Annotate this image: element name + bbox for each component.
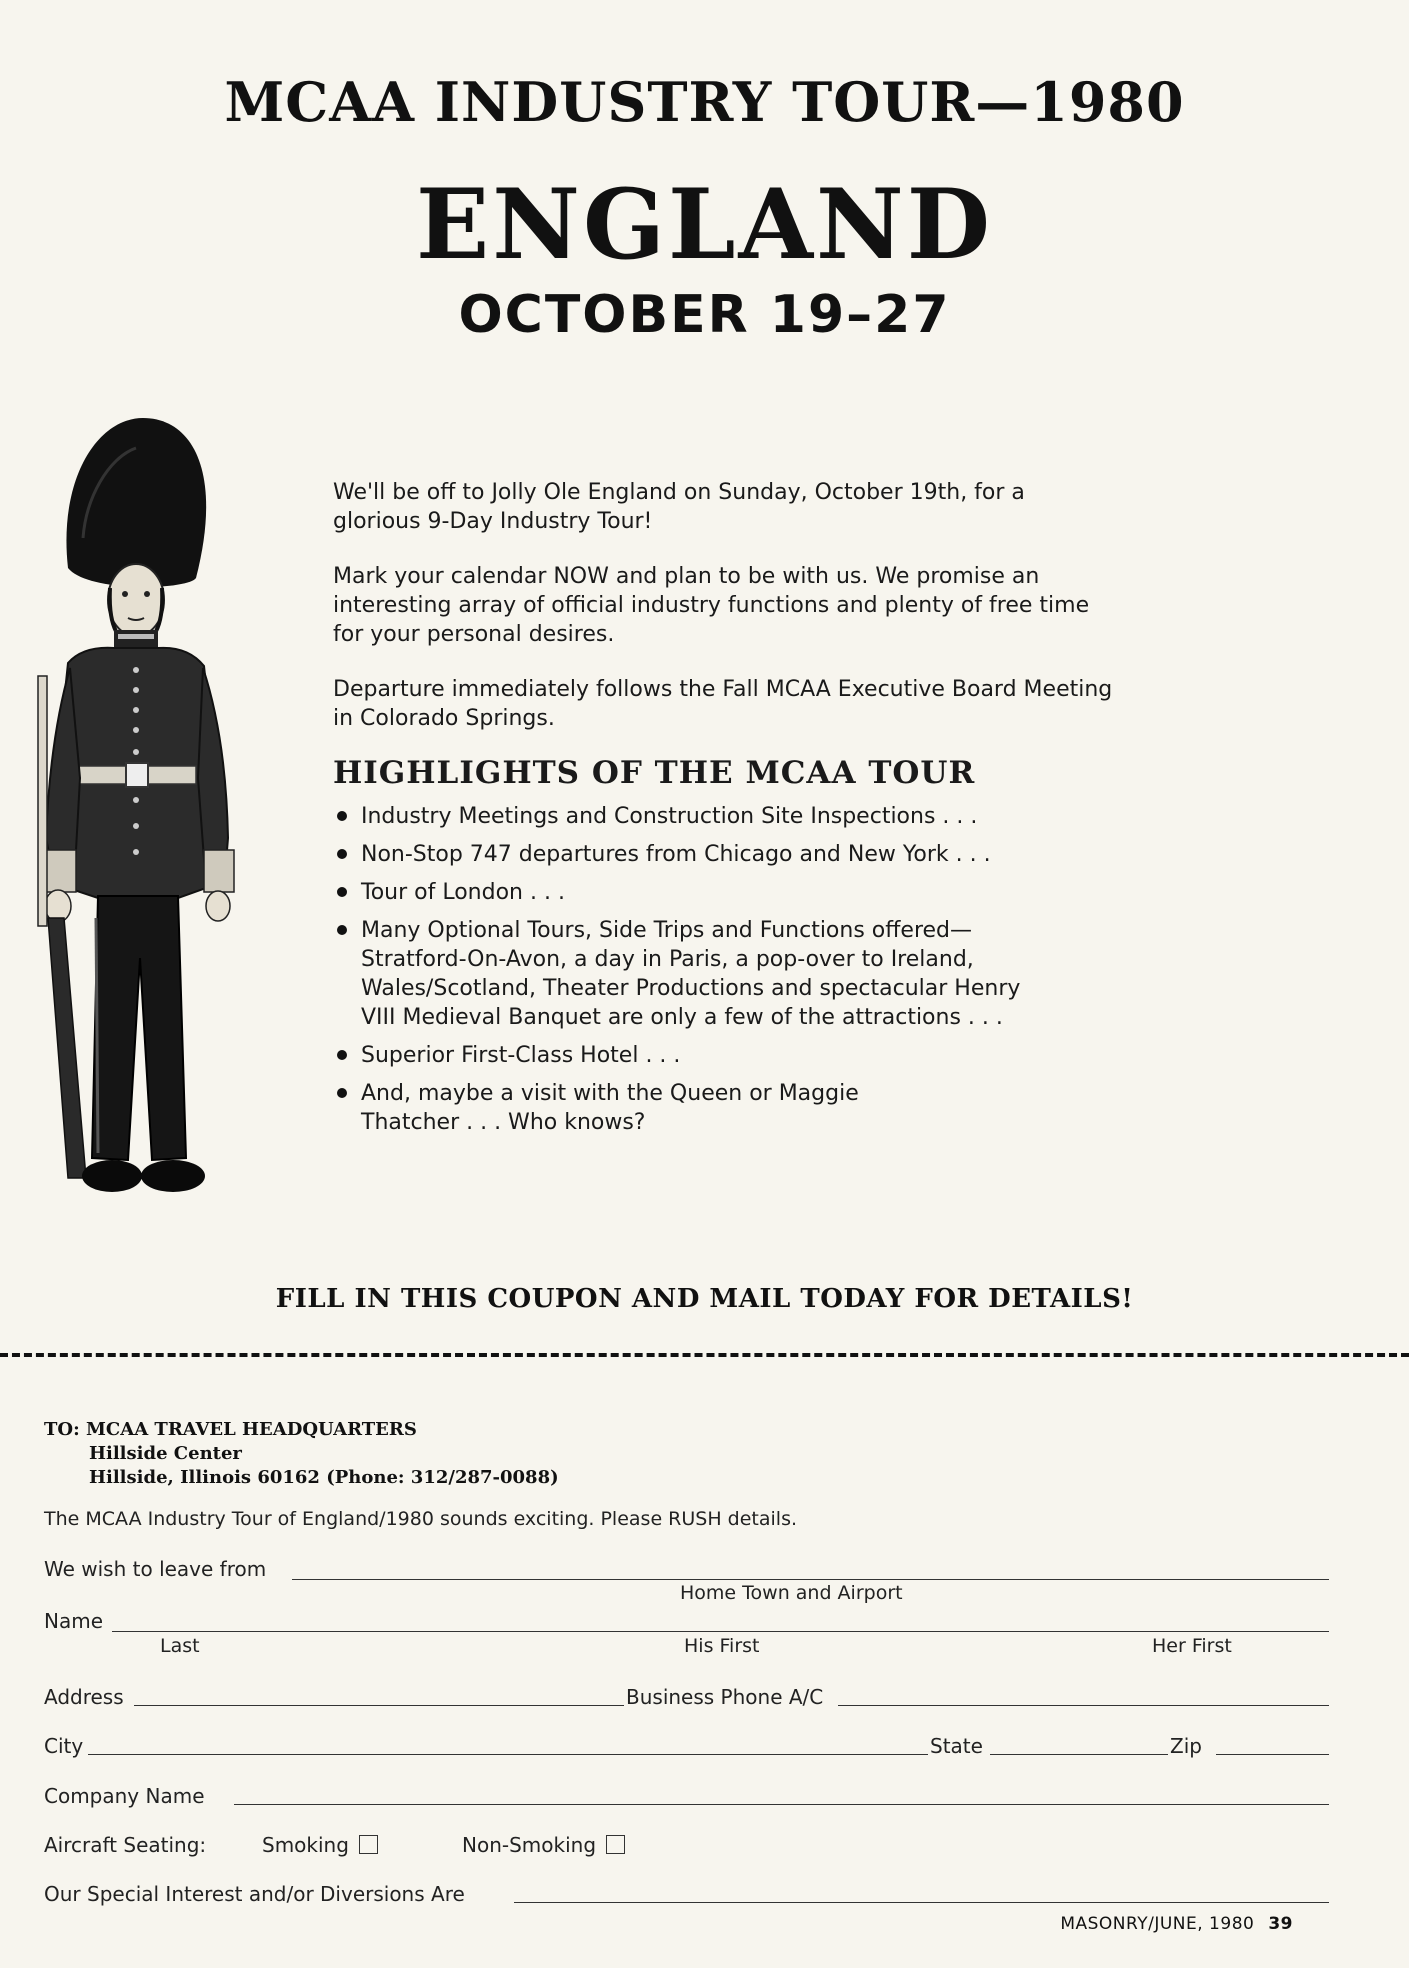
- leave-from-caption: Home Town and Airport: [680, 1582, 903, 1604]
- leave-from-label: We wish to leave from: [44, 1557, 267, 1581]
- company-name-label: Company Name: [44, 1784, 205, 1808]
- coupon-intro: The MCAA Industry Tour of England/1980 sounds exciting. Please RUSH details.: [44, 1508, 798, 1530]
- highlight-item: And, maybe a visit with the Queen or Maggie Thatcher . . . Who knows?: [333, 1079, 1118, 1137]
- state-label: State: [930, 1734, 983, 1758]
- highlight-item: Many Optional Tours, Side Trips and Functions offered— Stratford-On-Avon, a day in Paris, a pop-over to Ireland, Wales/Scotland, Theater Productions and spectacular Henry VIII Medieval Banquet are only a few of the attractions . . .: [333, 916, 1118, 1032]
- bullet-icon: [337, 849, 347, 859]
- page-footer: [1060, 1914, 1293, 1934]
- zip-field[interactable]: [1216, 1754, 1329, 1755]
- name-caption-his-first: His First: [684, 1635, 760, 1657]
- destination-title: ENGLAND: [416, 168, 993, 281]
- tour-dates: OCTOBER 19–27: [458, 285, 951, 345]
- coupon-address-block: [44, 1418, 559, 1490]
- highlight-item: Non-Stop 747 departures from Chicago and New York . . .: [333, 840, 1118, 869]
- bullet-icon: [337, 1088, 347, 1098]
- special-interest-field[interactable]: [514, 1902, 1329, 1903]
- leave-from-field[interactable]: [292, 1579, 1329, 1580]
- coupon-address-line: Hillside Center: [89, 1443, 242, 1464]
- bullet-icon: [337, 811, 347, 821]
- smoking-checkbox[interactable]: [359, 1835, 378, 1854]
- special-interest-label: Our Special Interest and/or Diversions Are: [44, 1882, 465, 1906]
- tour-supertitle: MCAA INDUSTRY TOUR—1980: [224, 70, 1185, 134]
- page-number: 39: [1268, 1914, 1293, 1934]
- zip-label: Zip: [1170, 1734, 1202, 1758]
- coupon-address-line: Hillside, Illinois 60162 (Phone: 312/287-0088): [89, 1467, 559, 1488]
- smoking-option: [262, 1833, 378, 1857]
- royal-guard-illustration: [28, 418, 248, 1208]
- city-field[interactable]: [88, 1754, 928, 1755]
- city-label: City: [44, 1734, 84, 1758]
- highlights-list: [333, 802, 1118, 1137]
- highlight-item: Tour of London . . .: [333, 878, 1118, 907]
- bullet-icon: [337, 887, 347, 897]
- cut-here-dashed-line: [0, 1353, 1409, 1357]
- name-field[interactable]: [112, 1631, 1329, 1632]
- business-phone-label: Business Phone A/C: [626, 1685, 824, 1709]
- publication-issue: MASONRY/JUNE, 1980: [1060, 1914, 1255, 1934]
- intro-paragraph: We'll be off to Jolly Ole England on Sunday, October 19th, for a glorious 9-Day Industry Tour!: [333, 480, 1025, 534]
- bullet-icon: [337, 1050, 347, 1060]
- non-smoking-option: [462, 1833, 625, 1857]
- coupon-recipient: TO: MCAA TRAVEL HEADQUARTERS: [44, 1419, 417, 1440]
- non-smoking-label: Non-Smoking: [462, 1833, 597, 1857]
- non-smoking-checkbox[interactable]: [606, 1835, 625, 1854]
- coupon-call-to-action: FILL IN THIS COUPON AND MAIL TODAY FOR DETAILS!: [275, 1284, 1134, 1314]
- business-phone-field[interactable]: [838, 1705, 1329, 1706]
- name-label: Name: [44, 1609, 104, 1633]
- highlights-heading: HIGHLIGHTS OF THE MCAA TOUR: [333, 755, 976, 791]
- name-caption-last: Last: [160, 1635, 200, 1657]
- state-field[interactable]: [990, 1754, 1168, 1755]
- address-field[interactable]: [134, 1705, 624, 1706]
- name-caption-her-first: Her First: [1152, 1635, 1232, 1657]
- address-label: Address: [44, 1685, 124, 1709]
- calendar-paragraph: Mark your calendar NOW and plan to be with us. We promise an interesting array of official industry functions and plenty of free time for your personal desires.: [333, 564, 1090, 647]
- bullet-icon: [337, 925, 347, 935]
- smoking-label: Smoking: [262, 1833, 349, 1857]
- tour-description: [333, 478, 1118, 1146]
- highlight-item: Industry Meetings and Construction Site Inspections . . .: [333, 802, 1118, 831]
- departure-paragraph: Departure immediately follows the Fall MCAA Executive Board Meeting in Colorado Springs.: [333, 677, 1113, 731]
- company-name-field[interactable]: [234, 1804, 1329, 1805]
- highlight-item: Superior First-Class Hotel . . .: [333, 1041, 1118, 1070]
- aircraft-seating-label: Aircraft Seating:: [44, 1833, 207, 1857]
